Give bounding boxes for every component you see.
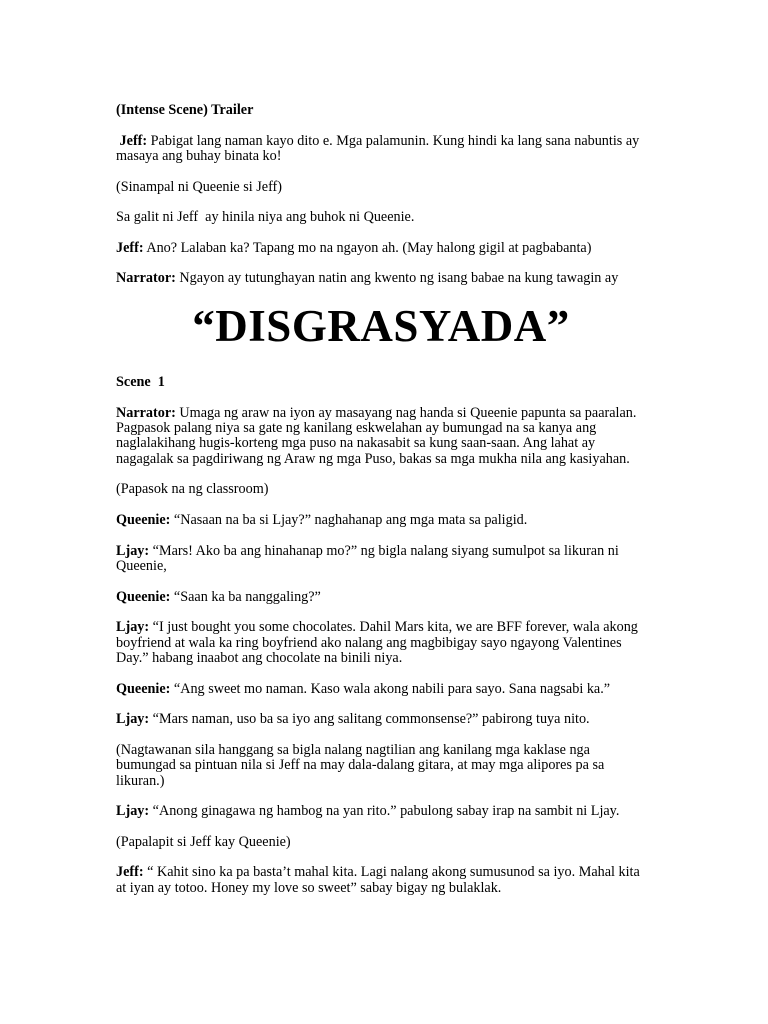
dialogue-line [116,241,646,256]
dialogue-text: (Papalapit si Jeff kay Queenie) [116,833,291,850]
dialogue-text: (Nagtawanan sila hanggang sa bigla nalang nagtilian ang kanilang mga kaklase nga bumungad sa pintuan nila si Jeff na may dala-dalang gitara, at may mga alipores pa sa likuran.) [116,741,608,789]
dialogue-text: Ngayon ay tutunghayan natin ang kwento ng isang babae na kung tawagin ay [175,270,619,287]
stage-direction [116,482,646,497]
document-page [116,103,646,911]
dialogue-line [116,544,646,575]
stage-direction [116,743,646,789]
speaker-label: Jeff: [116,132,148,149]
scene-heading: Scene 1 [116,373,165,390]
dialogue-text: “Saan ka ba nanggaling?” [170,588,321,605]
speaker-label: Queenie: [116,680,171,697]
dialogue-text: “Mars naman, uso ba sa iyo ang salitang commonsense?” pabirong tuya nito. [149,711,590,728]
dialogue-text: “I just bought you some chocolates. Dahil Mars kita, we are BFF forever, wala akong boyfriend at wala ka ring boyfriend ako nalang ang magbibigay sayo ngayong Valentines Day.” habang inaabot ang chocolate na binili niya. [116,619,642,666]
dialogue-line [116,712,646,727]
dialogue-line [116,271,646,286]
dialogue-text: “Anong ginagawa ng hambog na yan rito.” pabulong sabay irap na sambit ni Ljay. [149,803,620,820]
dialogue-text: (Sinampal ni Queenie si Jeff) [116,178,283,195]
dialogue-text: “Ang sweet mo naman. Kaso wala akong nabili para sayo. Sana nagsabi ka.” [170,680,611,697]
dialogue-line [116,513,646,528]
speaker-label: Narrator: [116,404,176,421]
dialogue-text: “ Kahit sino ka pa basta’t mahal kita. Lagi nalang akong sumusunod sa iyo. Mahal kita at iyan ay totoo. Honey my love so sweet” sabay bigay ng bulaklak. [116,864,644,896]
narration-line [116,210,646,225]
dialogue-text: Sa galit ni Jeff ay hinila niya ang buhok ni Queenie. [116,209,415,226]
dialogue-text: Pabigat lang naman kayo dito e. Mga palamunin. Kung hindi ka lang sana nabuntis ay masaya ang buhay binata ko! [116,132,643,164]
speaker-label: Jeff: [116,239,144,256]
dialogue-line [116,804,646,819]
dialogue-line [116,620,646,666]
dialogue-line [116,134,646,165]
speaker-label: Ljay: [116,619,150,636]
speaker-label: Ljay: [116,542,150,559]
dialogue-text: Umaga ng araw na iyon ay masayang nag handa si Queenie papunta sa paaralan. Pagpasok palang niya sa gate ng kanilang eskwelahan ay bumungad na sa kanya ang naglalakihang hugis-korteng mga puso na nakasabit sa kung saan-saan. Ang lahat ay nagagalak sa pagdiriwang ng Araw ng mga Puso, bakas sa mga mukha nila ang kasiyahan. [116,404,640,467]
dialogue-line [116,682,646,697]
stage-direction [116,180,646,195]
dialogue-text: “Nasaan na ba si Ljay?” naghahanap ang mga mata sa paligid. [170,511,528,528]
dialogue-line [116,590,646,605]
speaker-label: Queenie: [116,511,171,528]
dialogue-text: “Mars! Ako ba ang hinahanap mo?” ng bigla nalang siyang sumulpot sa likuran ni Queenie, [116,542,623,574]
scene-section [116,406,646,897]
speaker-label: Ljay: [116,803,150,820]
dialogue-text: (Papasok na ng classroom) [116,481,269,498]
dialogue-text: Ano? Lalaban ka? Tapang mo na ngayon ah. (May halong gigil at pagbabanta) [143,239,592,256]
trailer-heading: (Intense Scene) Trailer [116,102,254,118]
speaker-label: Queenie: [116,588,171,605]
speaker-label: Jeff: [116,864,144,881]
speaker-label: Ljay: [116,711,150,728]
dialogue-line [116,406,646,468]
stage-direction [116,835,646,850]
intro-section [116,134,646,287]
speaker-label: Narrator: [116,270,176,287]
dialogue-line [116,865,646,896]
story-title: “DISGRASYADA” [192,300,570,351]
